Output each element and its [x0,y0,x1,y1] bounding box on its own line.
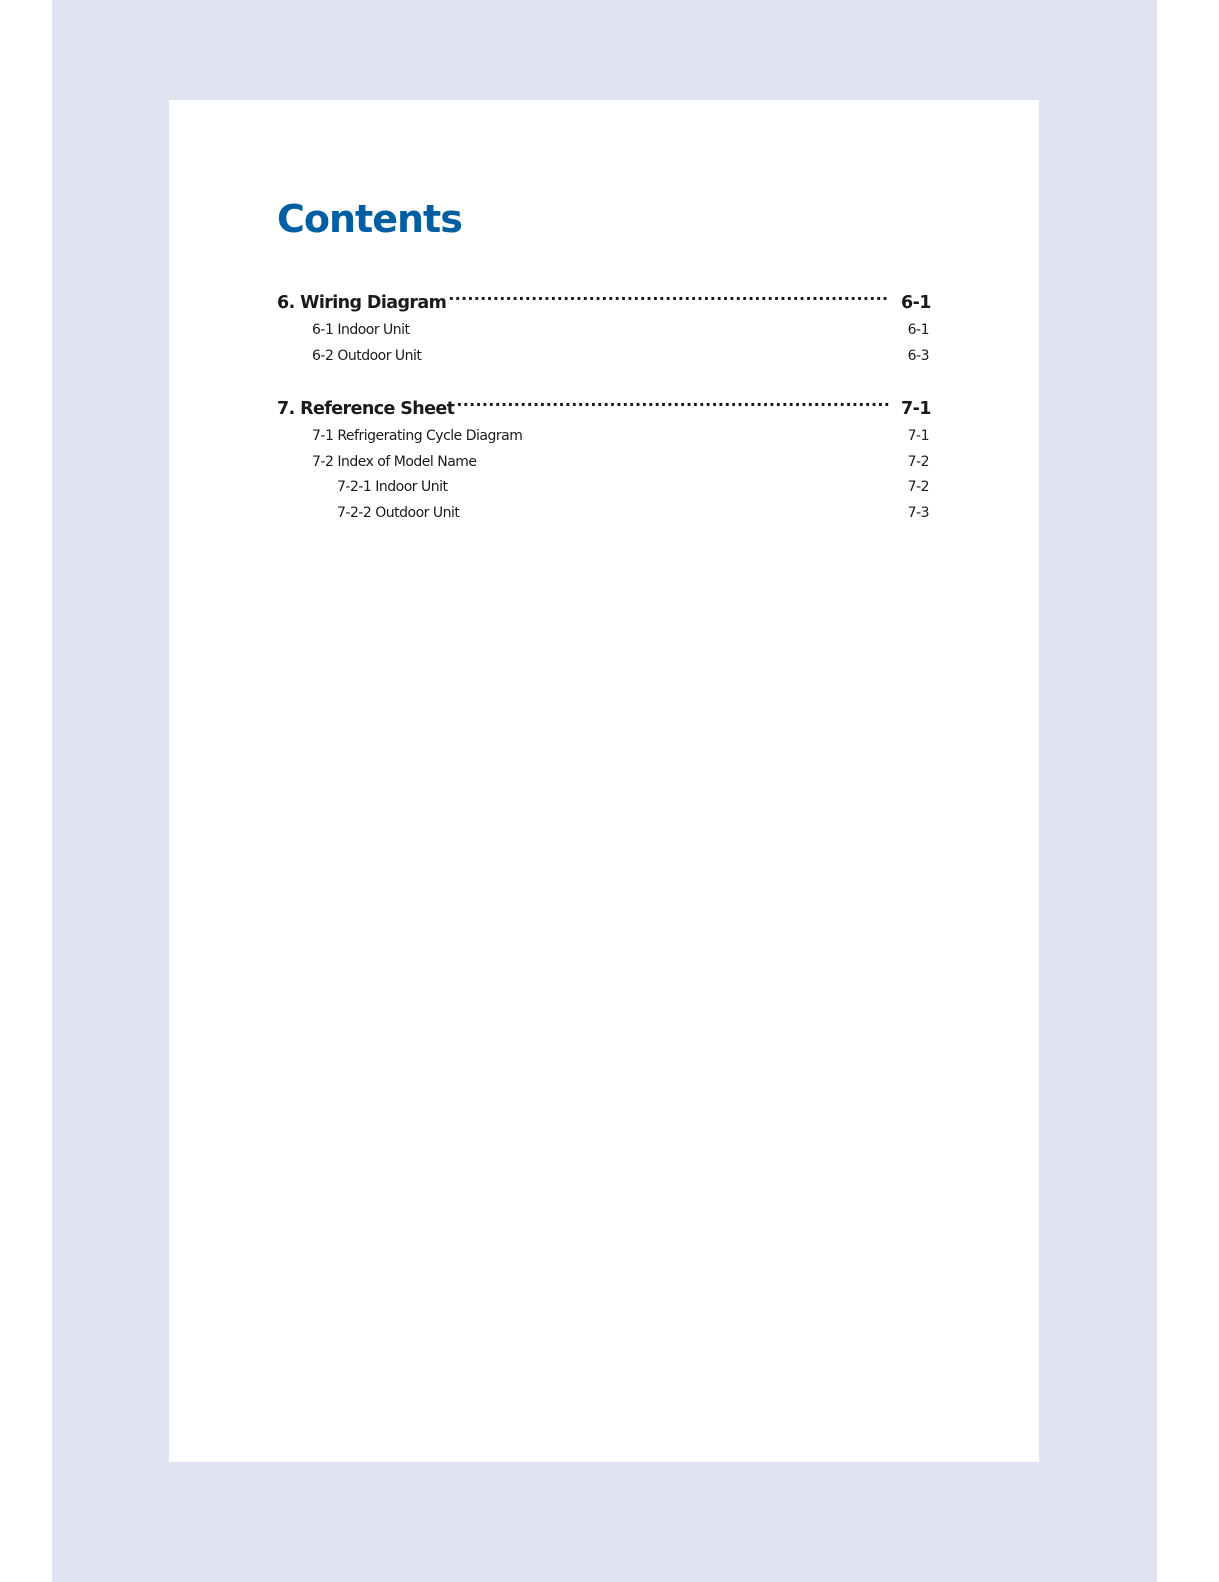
toc-entry-label: 7-2 Index of Model Name [312,453,477,470]
toc-entry-wiring-diagram[interactable] [277,290,929,316]
toc-entry-model-outdoor-unit[interactable] [277,501,929,527]
toc-entry-label: 7-1 Refrigerating Cycle Diagram [312,428,523,444]
dot-leader [423,352,893,360]
toc-entry-label: 6. Wiring Diagram [277,293,447,313]
page-title: Contents [277,197,462,241]
toc-entry-page: 7-1 [901,399,931,419]
toc-entry-index-of-model-name[interactable] [277,450,929,476]
toc-entry-label: 7. Reference Sheet [277,399,455,419]
dot-leader [456,398,889,414]
dot-leader [448,292,889,308]
toc-entry-page: 7-2 [907,453,929,470]
toc-entry-page: 7-3 [907,504,929,521]
dot-leader [479,458,893,466]
document-page [169,100,1039,1462]
toc-entry-model-indoor-unit[interactable] [277,475,929,501]
toc-entry-page: 6-3 [907,347,929,364]
toc-entry-label: 7-2-1 Indoor Unit [337,479,448,495]
toc-entry-label: 6-2 Outdoor Unit [312,347,422,364]
dot-leader [412,326,893,334]
toc-entry-page: 6-1 [901,293,931,313]
toc-entry-refrigerating-cycle-diagram[interactable] [277,424,929,450]
toc-entry-page: 6-1 [907,322,929,338]
toc-entry-outdoor-unit[interactable] [277,344,929,370]
dot-leader [450,483,894,491]
toc-entry-reference-sheet[interactable] [277,396,929,422]
dot-leader [524,432,893,440]
toc-entry-indoor-unit[interactable] [277,318,929,344]
toc-entry-page: 7-1 [907,428,929,444]
table-of-contents [277,290,929,526]
dot-leader [461,509,893,517]
toc-entry-label: 6-1 Indoor Unit [312,322,410,338]
toc-entry-label: 7-2-2 Outdoor Unit [337,504,460,521]
toc-entry-page: 7-2 [907,479,929,495]
